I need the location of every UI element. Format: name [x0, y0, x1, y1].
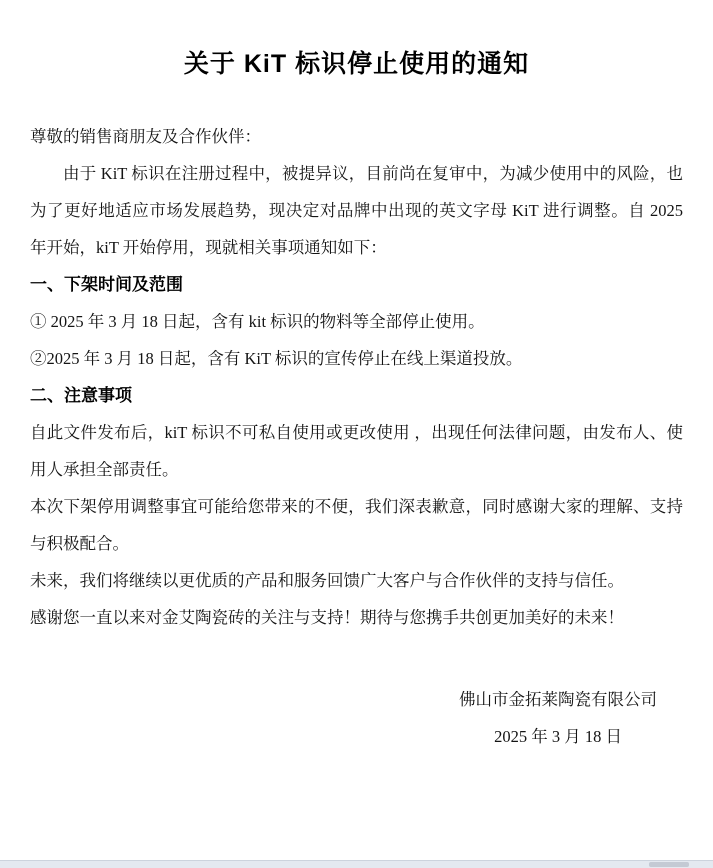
bottom-edge-bar: [0, 860, 713, 868]
section-2-note-4: 感谢您一直以来对金艾陶瓷砖的关注与支持！期待与您携手共创更加美好的未来！: [30, 608, 624, 627]
salutation-line: 尊敬的销售商朋友及合作伙伴：: [30, 127, 261, 146]
section-2-note-1: 自此文件发布后，kiT 标识不可私自使用或更改使用 ，出现任何法律问题，由发布人、使用人承担全部责任。: [30, 423, 683, 479]
signature-date: 2025 年 3 月 18 日: [494, 727, 622, 746]
intro-paragraph: 由于 KiT 标识在注册过程中，被提异议，目前尚在复审中，为减少使用中的风险，也为了更好地适应市场发展趋势，现决定对品牌中出现的英文字母 KiT 进行调整。自 2025 年开始，kiT 开始停用，现就相关事项通知如下：: [30, 164, 683, 257]
horizontal-scrollbar-thumb[interactable]: [649, 862, 689, 867]
signature-company: 佛山市金拓莱陶瓷有限公司: [459, 690, 657, 709]
document-body: [30, 118, 683, 636]
signature-block: [459, 681, 657, 755]
section-1-heading: 一、下架时间及范围: [30, 275, 183, 294]
section-1-item-2: ②2025 年 3 月 18 日起，含有 KiT 标识的宣传停止在线上渠道投放。: [30, 349, 523, 368]
document-title: 关于 KiT 标识停止使用的通知: [183, 50, 530, 78]
section-2-note-3: 未来，我们将继续以更优质的产品和服务回馈广大客户与合作伙伴的支持与信任。: [30, 571, 624, 590]
section-1-item-1: ① 2025 年 3 月 18 日起，含有 kit 标识的物料等全部停止使用。: [30, 312, 485, 331]
section-2-note-2: 本次下架停用调整事宜可能给您带来的不便，我们深表歉意，同时感谢大家的理解、支持与积极配合。: [30, 497, 683, 553]
section-2-heading: 二、注意事项: [30, 386, 132, 405]
